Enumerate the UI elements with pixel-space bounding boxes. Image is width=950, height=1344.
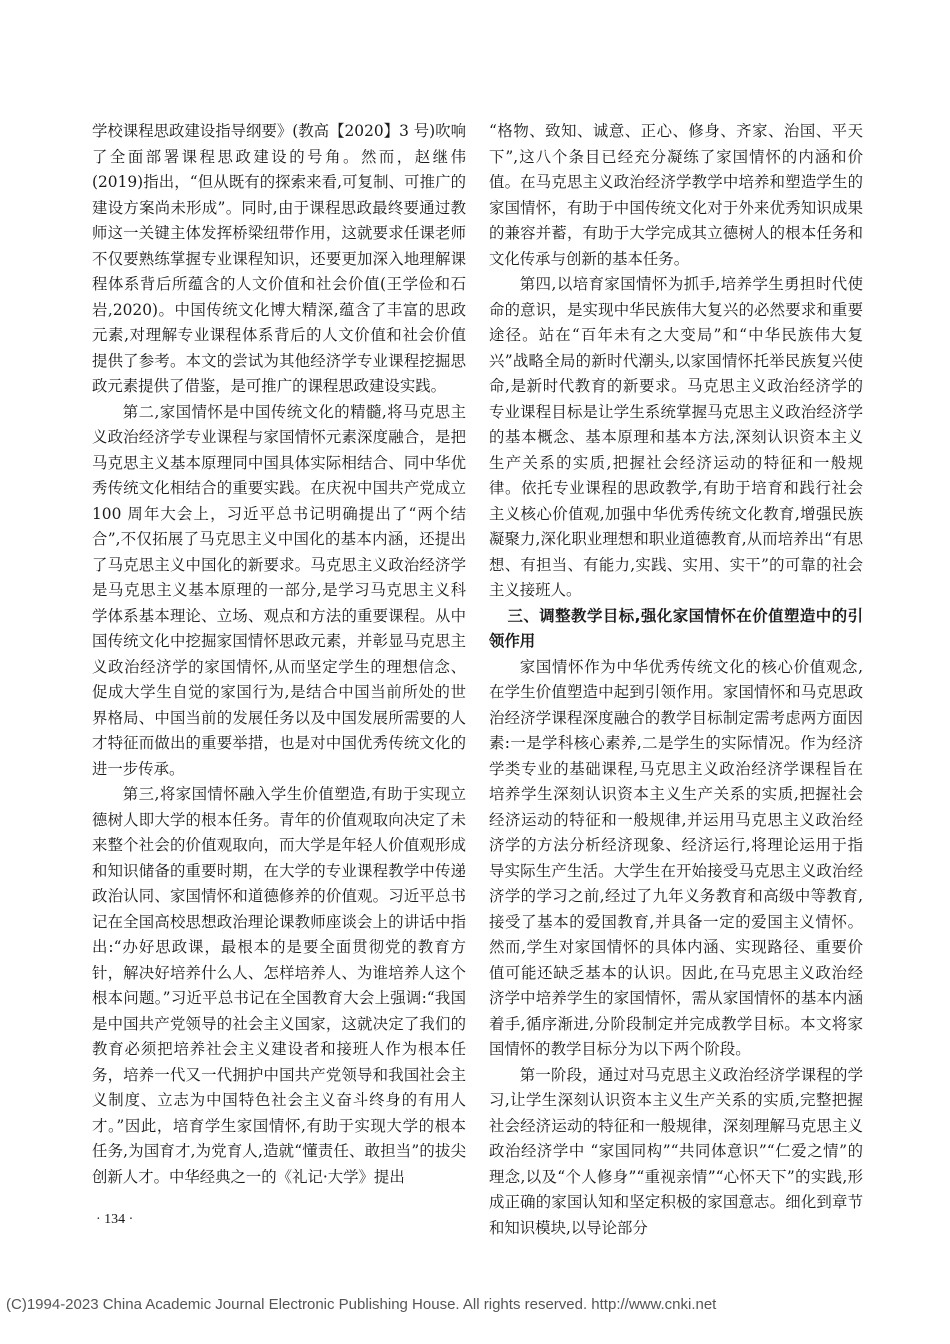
paragraph-point-four: 第四,以培育家国情怀为抓手,培养学生勇担时代使命的意识，是实现中华民族伟大复兴的必然要求和重要途径。站在“百年未有之大变局”和“中华民族伟大复兴”战略全局的新时代潮头,以家国情怀托举民族复兴使命,是新时代教育的新要求。马克思主义政治经济学的专业课程目标是让学生系统掌握马克思主义政治经济学的基本概念、基本原理和基本方法,深刻认识资本主义生产关系的实质,把握社会经济运动的特征和一般规律。依托专业课程的思政教学,有助于培育和践行社会主义核心价值观,加强中华优秀传统文化教育,增强民族凝聚力,深化职业理想和职业道德教育,从而培养出“有思想、有担当、有能力,实践、实用、实干”的可靠的社会主义接班人。 bbox=[489, 275, 863, 599]
paragraph-section-intro: 家国情怀作为中华优秀传统文化的核心价值观念,在学生价值塑造中起到引领作用。家国情怀和马克思政治经济学课程深度融合的教学目标制定需考虑两方面因素:一是学科核心素养,二是学生的实际情况。作为经济学类专业的基础课程,马克思主义政治经济学课程旨在培养学生深刻认识资本主义生产关系的实质,把握社会经济运动的特征和一般规律,并运用马克思主义政治经济学的方法分析经济现象、经济运行,将理论运用于指导实际生产生活。大学生在开始接受马克思主义政治经济学的学习之前,经过了九年义务教育和高级中等教育,接受了基本的爱国教育,并具备一定的爱国主义情怀。然而,学生对家国情怀的具体内涵、实现路径、重要价值可能还缺乏基本的认识。因此,在马克思主义政治经济学中培养学生的家国情怀，需从家国情怀的基本内涵着手,循序渐进,分阶段制定并完成教学目标。本文将家国情怀的教学目标分为以下两个阶段。 bbox=[489, 657, 863, 1058]
paragraph-stage-one: 第一阶段，通过对马克思主义政治经济学课程的学习,让学生深刻认识资本主义生产关系的实质,完整把握社会经济运动的特征和一般规律，深刻理解马克思主义政治经济学中 “家国同构”“共同体意识”“仁爱之情”的理念,以及“个人修身”“重视亲情”“心怀天下”的实践,形成正确的家国认知和坚定积极的家国意志。细化到章节和知识模块,以导论部分 bbox=[489, 1065, 863, 1237]
left-column bbox=[92, 119, 466, 1190]
paragraph-continued: “格物、致知、诚意、正心、修身、齐家、治国、平天下”,这八个条目已经充分凝练了家国情怀的内涵和价值。在马克思主义政治经济学教学中培养和塑造学生的家国情怀，有助于中国传统文化对于外来优秀知识成果的兼容并蓄，有助于大学完成其立德树人的根本任务和文化传承与创新的基本任务。 bbox=[489, 122, 863, 268]
page-number: · 134 · bbox=[96, 1212, 134, 1227]
paragraph-point-two: 第二,家国情怀是中国传统文化的精髓,将马克思主义政治经济学专业课程与家国情怀元素深度融合，是把马克思主义基本原理同中国具体实际相结合、同中华优秀传统文化相结合的重要实践。在庆祝中国共产党成立 100 周年大会上，习近平总书记明确提出了“两个结合”,不仅拓展了马克思主义中国化的基本内涵，还提出了马克思主义中国化的新要求。马克思主义政治经济学是马克思主义基本原理的一部分,是学习马克思主义科学体系基本理论、立场、观点和方法的重要课程。从中国传统文化中挖掘家国情怀思政元素，并彰显马克思主义政治经济学的家国情怀,从而坚定学生的理想信念、促成大学生自觉的家国行为,是结合中国当前所处的世界格局、中国当前的发展任务以及中国发展所需要的人才特征而做出的重要举措，也是对中国优秀传统文化的进一步传承。 bbox=[92, 402, 466, 778]
copyright-footer: (C)1994-2023 China Academic Journal Electronic Publishing House. All rights reserved. http://www.cnki.net bbox=[6, 1296, 717, 1313]
section-heading: 三、调整教学目标,强化家国情怀在价值塑造中的引领作用 bbox=[489, 606, 863, 650]
paragraph-point-three: 第三,将家国情怀融入学生价值塑造,有助于实现立德树人即大学的根本任务。青年的价值观取向决定了未来整个社会的价值观取向，而大学是年轻人价值观形成和知识储备的重要时期，在大学的专业课程教学中传递政治认同、家国情怀和道德修养的价值观。习近平总书记在全国高校思想政治理论课教师座谈会上的讲话中指出:“办好思政课，最根本的是要全面贯彻党的教育方针，解决好培养什么人、怎样培养人、为谁培养人这个根本问题。”习近平总书记在全国教育大会上强调:“我国是中国共产党领导的社会主义国家，这就决定了我们的教育必须把培养社会主义建设者和接班人作为根本任务，培养一代又一代拥护中国共产党领导和我国社会主义制度、立志为中国特色社会主义奋斗终身的有用人才。”因此，培育学生家国情怀,有助于实现大学的根本任务,为国育才,为党育人,造就“懂责任、敢担当”的拔尖创新人才。中华经典之一的《礼记·大学》提出 bbox=[92, 785, 466, 1186]
right-column bbox=[489, 119, 863, 1241]
paragraph-continued: 学校课程思政建设指导纲要》(教高【2020】3 号)吹响了全面部署课程思政建设的号角。然而，赵继伟(2019)指出，“但从既有的探索来看,可复制、可推广的建设方案尚未形成”。同时,由于课程思政最终要通过教师这一关键主体发挥桥梁纽带作用，这就要求任课老师不仅要熟练掌握专业课程知识，还要更加深入地理解课程体系背后所蕴含的人文价值和社会价值(王学俭和石岩,2020)。中国传统文化博大精深,蕴含了丰富的思政元素,对理解专业课程体系背后的人文价值和社会价值提供了参考。本文的尝试为其他经济学专业课程挖掘思政元素提供了借鉴，是可推广的课程思政建设实践。 bbox=[92, 122, 466, 395]
